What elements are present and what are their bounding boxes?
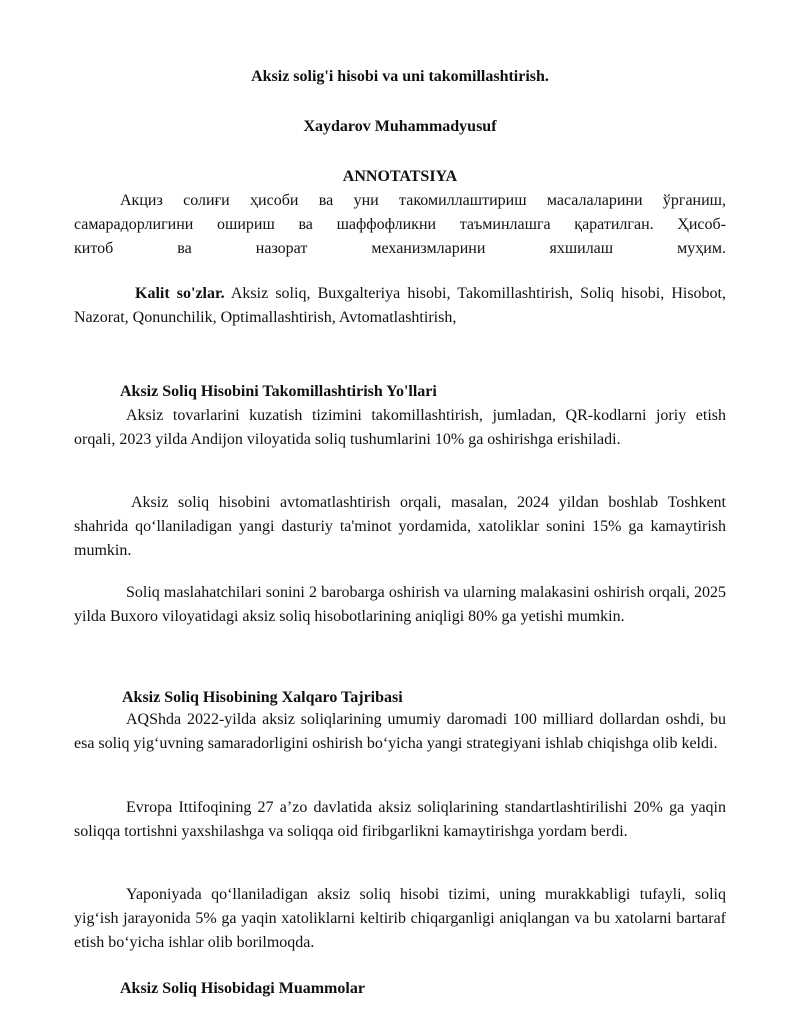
annotation-word: китоб	[74, 240, 114, 257]
annotation-heading: ANNOTATSIYA	[342, 168, 458, 185]
section-heading: Aksiz Soliq Hisobini Takomillashtirish Yo'llari	[120, 383, 437, 400]
paragraph: Yaponiyada qo‘llaniladigan aksiz soliq hisobi tizimi, uning murakkabligi tufayli, soliq yig‘ish jarayonida 5% ga yaqin xatoliklarni keltirib chiqarganligi aniqlangan va bu xatolarni bartaraf etish bo‘yicha ishlar olib borilmoqda.	[74, 886, 726, 951]
annotation-line-3	[74, 237, 726, 261]
paragraph: Evropa Ittifoqining 27 a’zo davlatida aksiz soliqlarining standartlashtirilishi 20% ga yaqin soliqqa tortishni yaxshilashga va soliqqa oid firibgarlikni kamaytirishga yordam berdi.	[74, 799, 726, 840]
annotation-word: ва	[177, 240, 192, 257]
paper-title: Aksiz solig'i hisobi va uni takomillashtirish.	[251, 68, 549, 85]
annotation-line-2: самарадорлигини ошириш ва шаффофликни таъминлашга қаратилган. Ҳисоб-	[74, 216, 726, 233]
section-heading: Aksiz Soliq Hisobining Xalqaro Tajribasi	[122, 689, 403, 706]
author-name: Xaydarov Muhammadyusuf	[303, 118, 497, 135]
keywords-paragraph	[74, 282, 726, 330]
section-heading: Aksiz Soliq Hisobidagi Muammolar	[120, 980, 365, 997]
annotation-word: яхшилаш	[549, 240, 614, 257]
annotation-word: муҳим.	[677, 240, 726, 257]
annotation-word: назорат	[255, 240, 308, 257]
keywords-label: Kalit so'zlar.	[135, 285, 225, 302]
paragraph: Aksiz soliq hisobini avtomatlashtirish orqali, masalan, 2024 yildan boshlab Toshkent shahrida qo‘llaniladigan yangi dasturiy ta'minot yordamida, xatoliklar sonini 15% ga kamaytirish mumkin.	[74, 494, 726, 559]
paragraph: AQShda 2022-yilda aksiz soliqlarining umumiy daromadi 100 milliard dollardan oshdi, bu esa soliq yig‘uvning samaradorligini oshirish bo‘yicha yangi strategiyani ishlab chiqishga olib keldi.	[74, 711, 726, 752]
annotation-word: механизмларини	[371, 240, 486, 257]
paragraph: Aksiz tovarlarini kuzatish tizimini takomillashtirish, jumladan, QR-kodlarni joriy etish orqali, 2023 yilda Andijon viloyatida soliq tushumlarini 10% ga oshirishga erishiladi.	[74, 407, 726, 448]
keywords-text: Aksiz soliq, Buxgalteriya hisobi, Takomillashtirish, Soliq hisobi, Hisobot, Nazorat, Qonunchilik, Optimallashtirish, Avtomatlashtirish,	[74, 285, 726, 326]
paragraph: Soliq maslahatchilari sonini 2 barobarga oshirish va ularning malakasini oshirish orqali, 2025 yilda Buxoro viloyatidagi aksiz soliq hisobotlarining aniqligi 80% ga yetishi mumkin.	[74, 584, 726, 625]
annotation-line-1: Акциз солиғи ҳисоби ва уни такомиллаштириш масалаларини ўрганиш,	[120, 192, 726, 209]
